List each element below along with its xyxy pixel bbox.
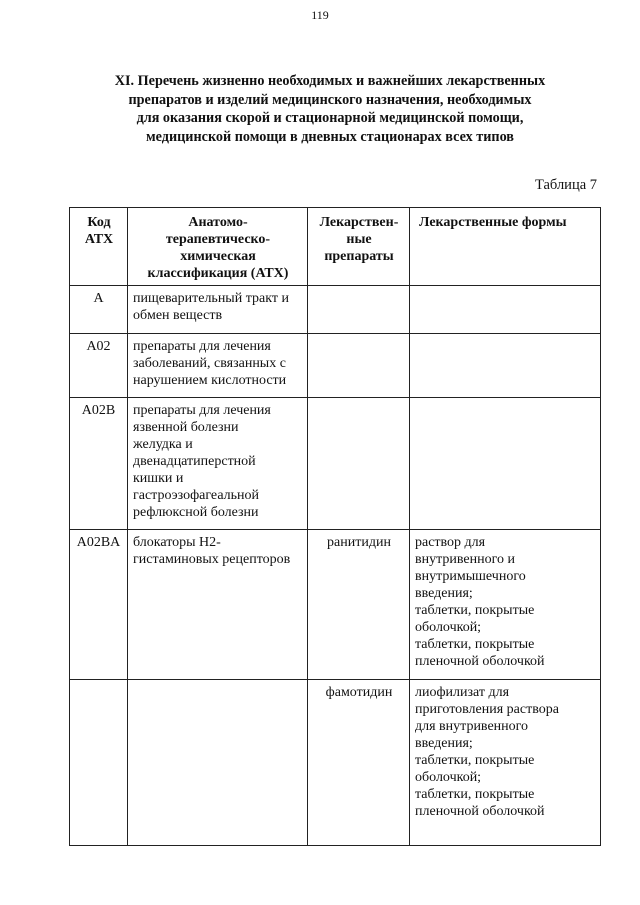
cell-classification bbox=[128, 530, 308, 680]
cell-forms bbox=[410, 680, 601, 846]
cell-classification bbox=[128, 398, 308, 530]
text-line: блокаторы H2- bbox=[133, 535, 221, 550]
text-line: внутримышечного bbox=[415, 569, 526, 584]
text-line: обмен веществ bbox=[133, 308, 223, 323]
cell-drug bbox=[308, 334, 410, 398]
cell-code: A02B bbox=[70, 398, 128, 530]
header-line: терапевтическо- bbox=[165, 232, 271, 247]
text-line: заболеваний, связанных с bbox=[133, 356, 286, 371]
title-line: для оказания скорой и стационарной медицинской помощи, bbox=[136, 110, 524, 126]
cell-code: A bbox=[70, 286, 128, 334]
text-line: препараты для лечения bbox=[133, 339, 271, 354]
header-line: АТХ bbox=[84, 232, 114, 247]
text-line: язвенной болезни bbox=[133, 420, 239, 435]
text-line: препараты для лечения bbox=[133, 403, 271, 418]
table-row bbox=[70, 286, 601, 334]
text-line: гистаминовых рецепторов bbox=[133, 552, 291, 567]
header-dosage-forms bbox=[410, 208, 601, 286]
text-line: кишки и bbox=[133, 471, 184, 486]
text-line: желудка и bbox=[133, 437, 193, 452]
text-line: гастроэзофагеальной bbox=[133, 488, 260, 503]
text-line: двенадцатиперстной bbox=[133, 454, 256, 469]
header-line: Лекарствен- bbox=[319, 215, 399, 230]
header-line: химическая bbox=[180, 249, 256, 264]
header-line: Анатомо- bbox=[188, 215, 248, 230]
cell-drug bbox=[308, 286, 410, 334]
cell-code: A02 bbox=[70, 334, 128, 398]
cell-drug bbox=[308, 398, 410, 530]
cell-classification bbox=[128, 286, 308, 334]
header-line: ные bbox=[346, 232, 372, 247]
cell-forms bbox=[410, 398, 601, 530]
text-line: приготовления раствора bbox=[415, 702, 559, 717]
header-atc-classification bbox=[128, 208, 308, 286]
document-title bbox=[80, 72, 580, 146]
table-row bbox=[70, 530, 601, 680]
text-line: таблетки, покрытые bbox=[415, 603, 535, 618]
cell-classification bbox=[128, 680, 308, 846]
text-line: рефлюксной болезни bbox=[133, 505, 259, 520]
text-line: введения; bbox=[415, 736, 473, 751]
table-row bbox=[70, 398, 601, 530]
text-line: пленочной оболочкой bbox=[415, 804, 545, 819]
cell-forms bbox=[410, 286, 601, 334]
header-line: классификация (АТХ) bbox=[147, 266, 289, 281]
text-line: введения; bbox=[415, 586, 473, 601]
page-number: 119 bbox=[311, 8, 329, 22]
cell-classification bbox=[128, 334, 308, 398]
text-line: таблетки, покрытые bbox=[415, 787, 535, 802]
text-line: раствор для bbox=[415, 535, 486, 550]
text-line: таблетки, покрытые bbox=[415, 753, 535, 768]
text-line: таблетки, покрытые bbox=[415, 637, 535, 652]
title-line: препаратов и изделий медицинского назначения, необходимых bbox=[128, 91, 532, 108]
cell-drug: фамотидин bbox=[308, 680, 410, 846]
cell-forms bbox=[410, 334, 601, 398]
table-header-row bbox=[70, 208, 601, 286]
header-code bbox=[70, 208, 128, 286]
header-line: Код bbox=[87, 215, 111, 230]
title-line: XI. Перечень жизненно необходимых и важнейших лекарственных bbox=[114, 73, 546, 89]
text-line: пищеварительный тракт и bbox=[133, 291, 289, 306]
title-line: медицинской помощи в дневных стационарах всех типов bbox=[146, 128, 514, 145]
cell-forms bbox=[410, 530, 601, 680]
header-line: Лекарственные формы bbox=[419, 215, 567, 230]
text-line: пленочной оболочкой bbox=[415, 654, 545, 669]
text-line: лиофилизат для bbox=[415, 685, 510, 700]
cell-code: A02BA bbox=[70, 530, 128, 680]
text-line: оболочкой; bbox=[415, 620, 482, 635]
header-line: препараты bbox=[324, 249, 394, 264]
text-line: оболочкой; bbox=[415, 770, 482, 785]
text-line: нарушением кислотности bbox=[133, 373, 287, 388]
cell-drug: ранитидин bbox=[308, 530, 410, 680]
drug-list-table bbox=[69, 207, 601, 846]
cell-code bbox=[70, 680, 128, 846]
text-line: внутривенного и bbox=[415, 552, 515, 567]
text-line: для внутривенного bbox=[415, 719, 529, 734]
header-drugs bbox=[308, 208, 410, 286]
table-row bbox=[70, 680, 601, 846]
table-label: Таблица 7 bbox=[535, 177, 598, 193]
table-row bbox=[70, 334, 601, 398]
